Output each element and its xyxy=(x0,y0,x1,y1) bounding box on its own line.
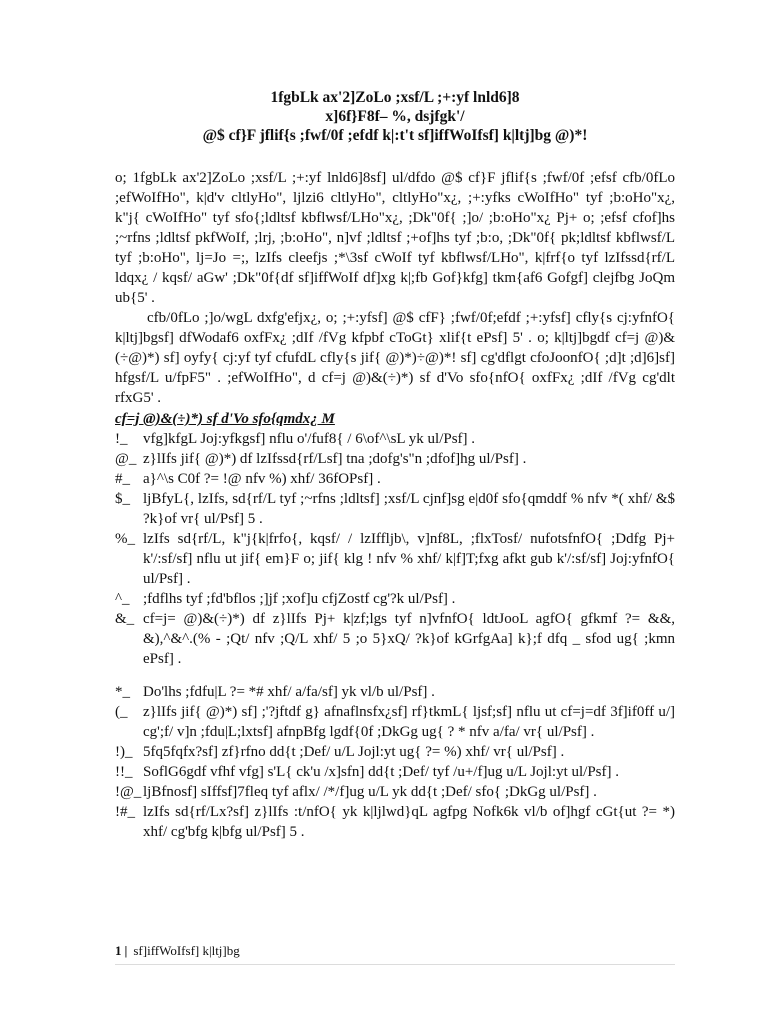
list-item-text: ljBfyL{, lzIfs, sd{rf/L tyf ;~rfns ;ldltsf] ;xsf/L cjnf]sg e|d0f sfo{qmddf % nfv *( xhf/ &$ ?k}of vr{ ul/Psf] 5 . xyxy=(143,491,675,527)
section-heading: cf=j @)&(÷)*) sf d'Vo sfo{qmdx¿ M xyxy=(115,411,335,427)
list-item xyxy=(115,682,675,702)
footer-title: sf]iffWoIfsf] k|ltj]bg xyxy=(133,943,240,958)
list-item xyxy=(115,742,675,762)
document-header xyxy=(115,88,675,145)
list-item-number: ^_ xyxy=(115,591,130,607)
list-item-number: (_ xyxy=(115,704,128,720)
list-item xyxy=(115,429,675,449)
list-item-text: SoflG6gdf vfhf vfg] s'L{ ck'u /x]sfn] dd{t ;Def/ tyf /u+/f]ug u/L Jojl:yt ul/Psf] . xyxy=(143,764,619,780)
list-item xyxy=(115,449,675,469)
list-item-text: cf=j= @)&(÷)*) df z}lIfs Pj+ k|zf;lgs tyf n]vfnfO{ ldtJooL agfO{ gfkmf ?= &&, &),^&^.(% - ;Qt/ nfv ;Q/L xhf/ 5 ;o 5}xQ/ ?k}of kGrfgAa] k};f dfq _ sfod ug{ ;kmn ePsf] . xyxy=(143,611,675,667)
list-item xyxy=(115,469,675,489)
summary-paragraph: cfb/0fLo ;]o/wgL dxfg'efjx¿, o; ;+:yfsf] @$ cfF} ;fwf/0f;efdf ;+:yfsf] cfly{s cj:yfnfO{ k|ltj]bgsf] dfWodaf6 oxfFx¿ ;dIf /fVg kfpbf cToGt} xlif{t ePsf] 5' . o; k|ltj]bgdf cf=j @)&(÷@)*) sf] oyfy{ cj:yf tyf cfufdL cfly{s jif{ @)*)÷@)*! sf] cg'dflgt cfoJoonfO{ ;d]t ;d]6]sf] hfgsf/L u/fpF5" . ;efWoIfHo", d cf=j @)&(÷)*) sf d'Vo sfo{nfO{ oxfFx¿ ;dIf /fVg cg'dlt rfxG5' . xyxy=(115,310,675,406)
list-item xyxy=(115,609,675,669)
list-item-text: lzIfs sd{rf/L, k"j{k|frfo{, kqsf/ / lzIffljb\, v]nf8L, ;flxTosf/ nufotsfnfO{ ;Ddfg Pj+ k'/:sf/sf] nflu ut jif{ em}F o; jif{ klg ! nfv % xhf/ k|f]T;fxg afkt gub k'/:sf/sf] Joj:yfnfO{ ul/Psf] . xyxy=(143,531,675,587)
list-item-number: #_ xyxy=(115,471,130,487)
list-item-text: ;fdflhs tyf ;fd'bflos ;]jf ;xof]u cfjZostf cg'?k ul/Psf] . xyxy=(143,591,456,607)
list-item-number: !#_ xyxy=(115,804,135,820)
list-item-text: ljBfnosf] sIffsf]7fleq tyf aflx/ /*/f]ug u/L yk dd{t ;Def/ sfo{ ;DkGg ul/Psf] . xyxy=(143,784,597,800)
list-item-number: !_ xyxy=(115,431,128,447)
activities-list xyxy=(115,429,675,842)
list-item-number: &_ xyxy=(115,611,135,627)
list-item-number: !@_ xyxy=(115,784,142,800)
list-item xyxy=(115,529,675,589)
list-item-text: Do'lhs ;fdfu|L ?= *# xhf/ a/fa/sf] yk vl/b ul/Psf] . xyxy=(143,684,435,700)
page-number: 1 xyxy=(115,943,122,958)
list-item xyxy=(115,702,675,742)
list-item-text: 5fq5fqfx?sf] zf}rfno dd{t ;Def/ u/L Jojl:yt ug{ ?= %) xhf/ vr{ ul/Psf] . xyxy=(143,744,565,760)
organization-title: 1fgbLk ax'2]ZoLo ;xsf/L ;+:yf lnld6]8 xyxy=(270,89,520,106)
list-item-text: z}lIfs jif{ @)*) sf] ;'?jftdf g} afnaflnsfx¿sf] rf}tkmL{ ljsf;sf] nflu ut cf=j=df 3f]if0ff u/] cg';f/ v]n ;fdu|L;lxtsf] afnpBfg lgdf{0f ;DkGg ug{ ? * nfv a/fa/ vr{ ul/Psf] . xyxy=(143,704,675,740)
list-item-text: a}^\s C0f ?= !@ nfv %) xhf/ 36fOPsf] . xyxy=(143,471,381,487)
document-page xyxy=(115,88,675,842)
organization-address: x]6f}F8f– %, dsjfgk'/ xyxy=(325,108,465,125)
report-title: @$ cf}F jflif{s ;fwf/0f ;efdf k|:t't sf]iffWoIfsf] k|ltj]bg @)*! xyxy=(202,127,588,144)
list-item-number: *_ xyxy=(115,684,130,700)
list-item-text: z}lIfs jif{ @)*) df lzIfssd{rf/Lsf] tna ;dofg's"n ;dfof]hg ul/Psf] . xyxy=(143,451,527,467)
footer-separator: | xyxy=(124,943,128,958)
list-item-text: lzIfs sd{rf/Lx?sf] z}lIfs :t/nfO{ yk k|ljlwd}qL agfpg Nofk6k vl/b of]hgf cGt{ut ?= *) xhf/ cg'bfg k|bfg ul/Psf] 5 . xyxy=(143,804,675,840)
list-item xyxy=(115,489,675,529)
list-item xyxy=(115,802,675,842)
list-item-text: vfg]kfgL Joj:yfkgsf] nflu o'/fuf8{ / 6\of^\sL yk ul/Psf] . xyxy=(143,431,476,447)
intro-paragraph: o; 1fgbLk ax'2]ZoLo ;xsf/L ;+:yf lnld6]8sf] ul/dfdo @$ cf}F jflif{s ;fwf/0f ;efsf cfb/0fLo ;efWoIfHo", k|d'v cltlyHo", ljlzi6 cltlyHo", cltlyHo"x¿, ;+:yfks cWoIfHo" tyf ;b:oHo"x¿, k"j{ cWoIfHo" tyf sfo{;ldltsf kbflwsf/LHo"x¿, ;Dk"0f{ ;]o/ ;b:oHo"x¿ Pj+ o; ;efsf cfof]hs ;~rfns ;ldltsf pkfWoIf, ;lrj, ;b:oHo", n]vf ;ldltsf ;+of]hs tyf ;b:o, ;Dk"0f{ pk;ldltsf kbflwsf/L tyf ;b:oHo", lj=Jo =;, lzIfs cleefjs ;*\3sf cWoIf tyf kbflwsf/LHo", k|frf{o tyf lzIfssd{rf/L ldqx¿ / kqsf/ aGw' ;Dk"0f{df sf]iffWoIf df]xg k|;fb Gof}kfg] tkm{af6 Gofgf] clejfbg JoQm ub{5' . xyxy=(115,170,675,306)
list-item-number: %_ xyxy=(115,531,135,547)
list-item-number: !)_ xyxy=(115,744,133,760)
list-item-number: $_ xyxy=(115,491,130,507)
list-item xyxy=(115,589,675,609)
list-item-number: @_ xyxy=(115,451,137,467)
list-item xyxy=(115,762,675,782)
list-item xyxy=(115,782,675,802)
page-footer xyxy=(115,942,675,965)
list-item-number: !!_ xyxy=(115,764,133,780)
